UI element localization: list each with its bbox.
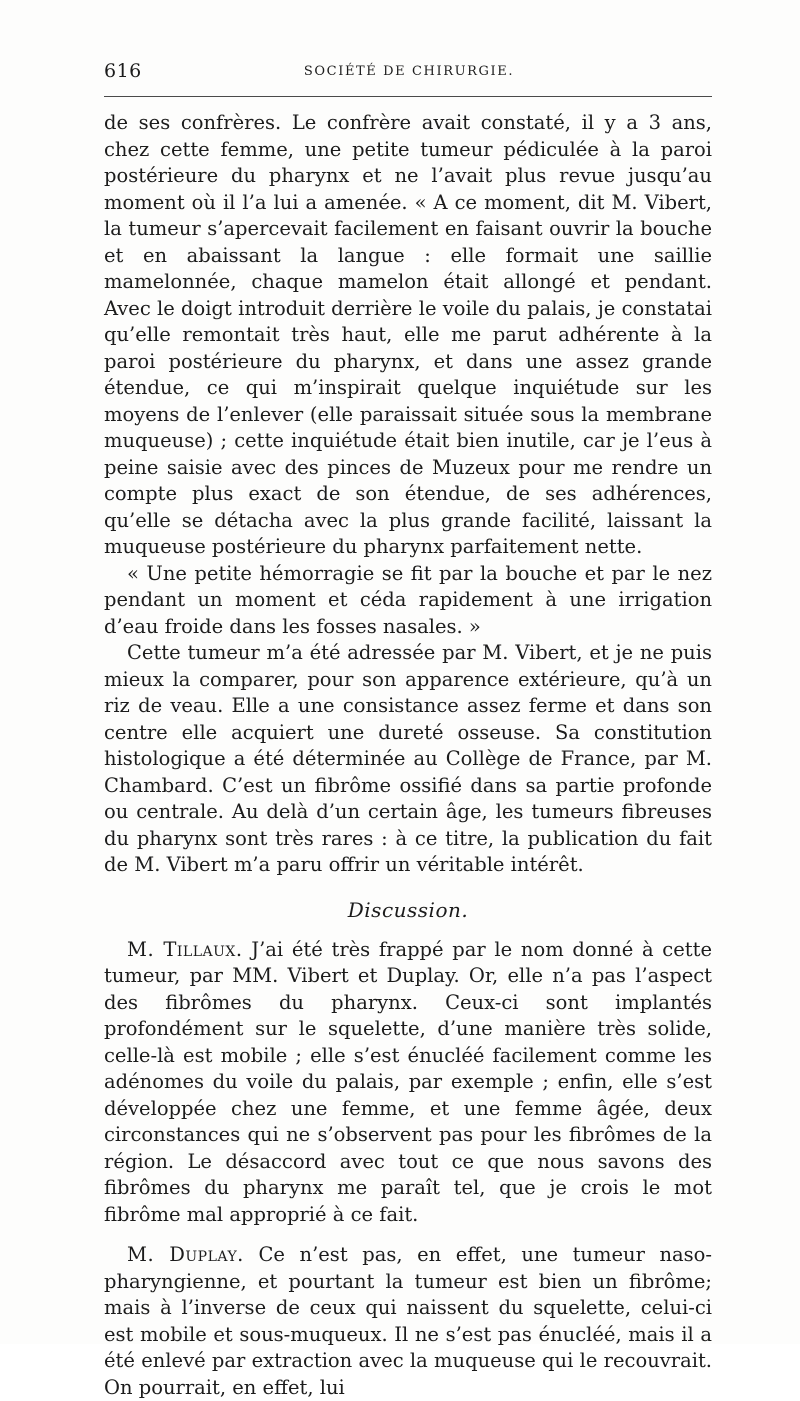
section-title: Discussion. <box>347 897 469 922</box>
page-header <box>104 60 714 90</box>
speaker-text: Ce n’est pas, en effet, une tumeur naso-pharyngienne, et pourtant la tumeur est bien un fibrôme; mais à l’inverse de ceux qui naissent du squelette, celui-ci est mobile et sous-muqueux. Il ne s’est pas énucléé, mais il a été enlevé par extraction avec la muqueuse qui le recouvrait. On pourrait, en effet, lui <box>104 1243 713 1399</box>
speaker-name: M. Duplay. <box>127 1243 244 1266</box>
paragraph-gap <box>104 1228 712 1242</box>
paragraph-tillaux <box>104 937 712 1229</box>
speaker-name: M. Tillaux. <box>127 937 243 961</box>
body-text <box>104 110 712 1401</box>
paragraph-tumour-description: Cette tumeur m’a été adressée par M. Vibert, et je ne puis mieux la comparer, pour son apparence extérieure, qu’à un riz de veau. Elle a une consistance assez ferme et dans son centre elle acquiert une dureté osseuse. Sa constitution histologique a été déterminée au Collège de France, par M. Chambard. C’est un fibrôme ossifié dans sa partie profonde ou centrale. Au delà d’un certain âge, les tumeurs fibreuses du pharynx sont très rares : à ce titre, la publication du fait de M. Vibert m’a paru offrir un véritable intérêt. <box>104 641 712 876</box>
paragraph-quote: « Une petite hémorragie se fit par la bouche et par le nez pendant un moment et céda rapidement à une irrigation d’eau froide dans les fosses nasales. » <box>104 561 712 638</box>
paragraph-duplay <box>104 1242 712 1401</box>
paragraph-continued: de ses confrères. Le confrère avait constaté, il y a 3 ans, chez cette femme, une petite tumeur pédiculée à la paroi postérieure du pharynx et ne l’avait plus revue jusqu’au moment où il l’a lui a amenée. « A ce moment, dit M. Vibert, la tumeur s’apercevait facilement en faisant ouvrir la bouche et en abaissant la langue : elle formait une saillie mamelonnée, chaque mamelon était allongé et pendant. Avec le doigt introduit derrière le voile du palais, je constatai qu’elle remontait très haut, elle me parut adhérente à la paroi postérieure du pharynx, et dans une assez grande étendue, ce qui m’inspirait quelque inquiétude sur les moyens de l’enlever (elle paraissait située sous la membrane muqueuse) ; cette inquiétude était bien inutile, car je l’eus à peine saisie avec des pinces de Muzeux pour me rendre un compte plus exact de son étendue, de ses adhérences, qu’elle se détacha avec la plus grande facilité, laissant la muqueuse postérieure du pharynx parfaitement nette. <box>104 111 712 558</box>
speaker-text: J’ai été très frappé par le nom donné à cette tumeur, par MM. Vibert et Duplay. Or, elle n’a pas l’aspect des fibrômes du pharynx. Ceux-ci sont implantés profondément sur le squelette, d’une manière très solide, celle-là est mobile ; elle s’est énucléé facilement comme les adénomes du voile du palais, par exemple ; enfin, elle s’est développée chez une femme, et une femme âgée, deux circonstances qui ne s’observent pas pour les fibrômes de la région. Le désaccord avec tout ce que nous savons des fibrômes du pharynx me paraît tel, que je crois le mot fibrôme mal approprié à ce fait. <box>104 937 712 1226</box>
header-rule <box>104 96 712 97</box>
page-number: 616 <box>104 60 142 82</box>
running-head: SOCIÉTÉ DE CHIRURGIE. <box>303 64 515 79</box>
